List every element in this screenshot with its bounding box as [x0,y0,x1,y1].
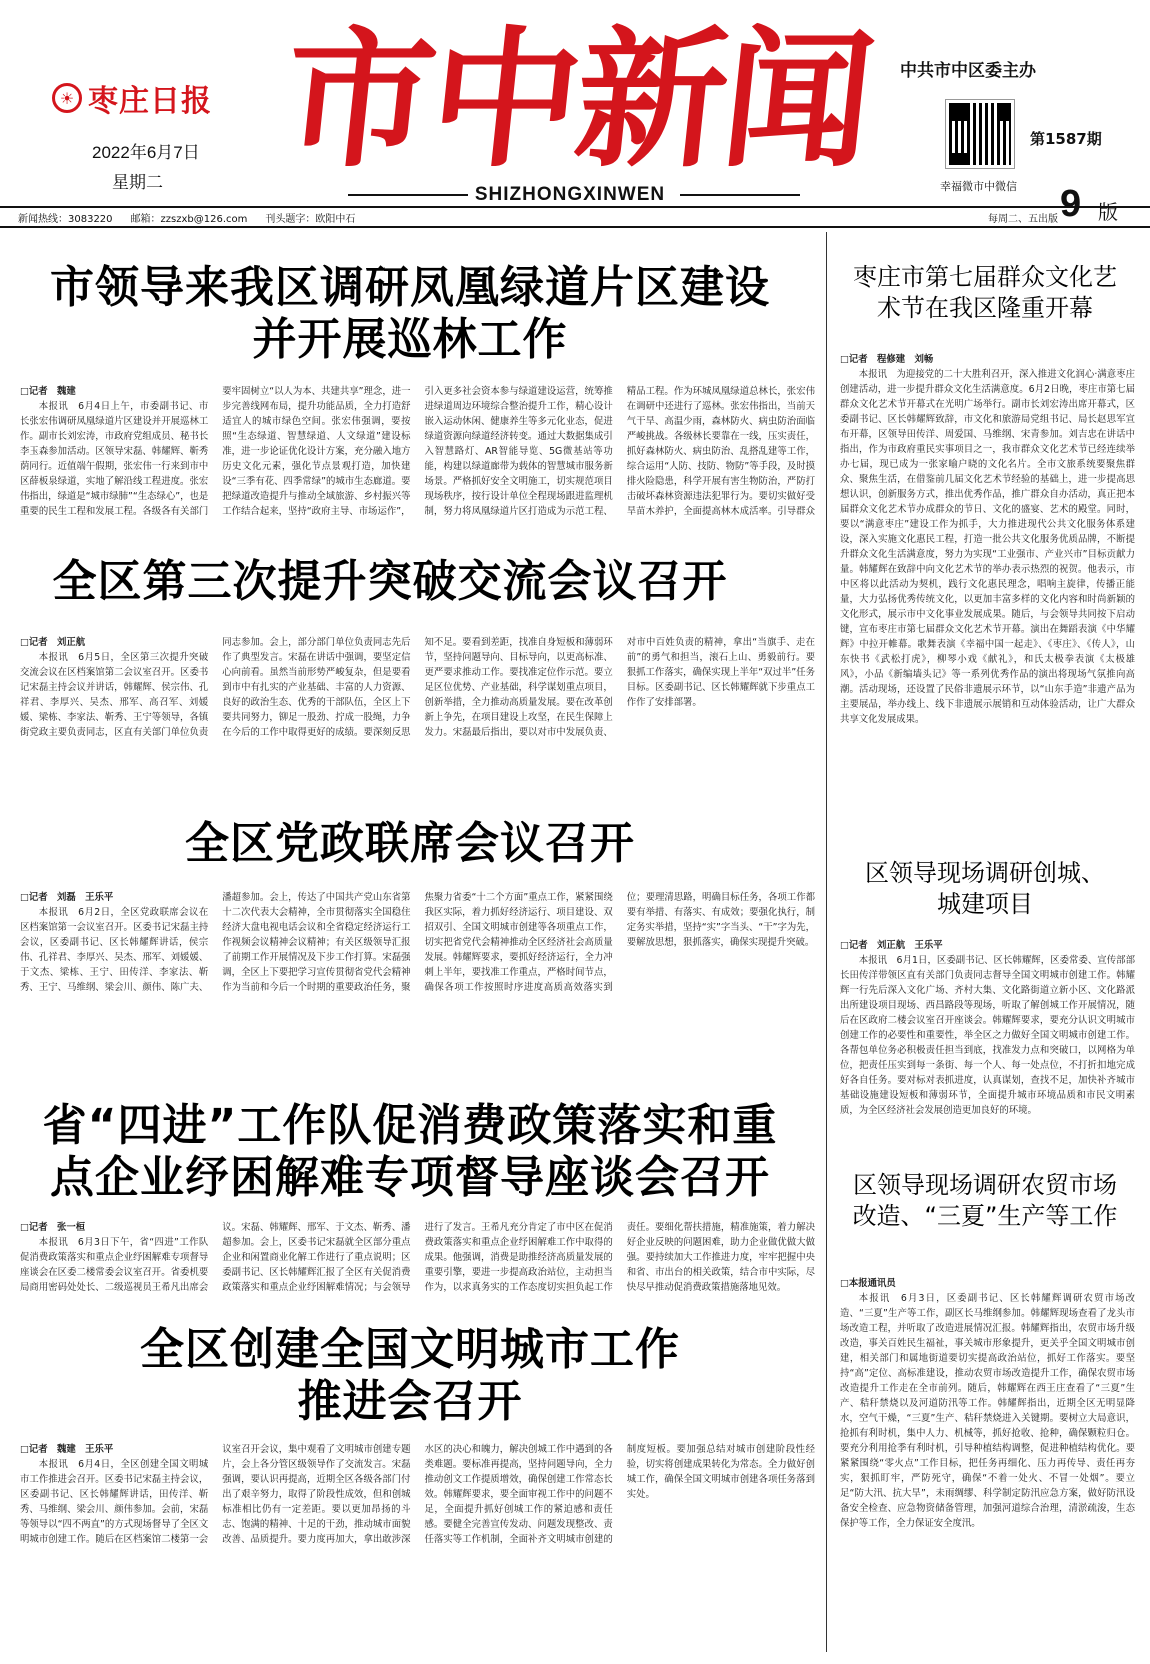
newspaper-title: 市中新闻 [275,12,879,188]
article-5-body [20,1442,815,1654]
issue-weekday: 星期二 [112,173,163,192]
article-2-body [20,635,815,805]
news-hotline: 新闻热线：3083220 [18,213,113,225]
article-7-headline [840,858,1130,920]
sponsor: 中共市中区委主办 [900,61,1036,81]
article-8-headline [840,1170,1130,1232]
byline: □记者 程修建 刘畅 [840,354,934,365]
body-text: 本报讯 6月4日上午，市委副书记、市长张宏伟调研凤凰绿道片区建设并开展巡林工作。副市长刘宏涛，市政府党组成员、秘书长李玉森参加活动。区领导宋磊、韩耀辉、靳秀荫同行。近值端午假期，张宏伟一行来到市中区薛板泉绿道，实地了解沿线工程进度。张宏伟指出，绿道是“城市绿肺”“生态绿心”，也是重要的民生工程和发展工程。各级各有关部门要牢固树立“以人为本、共建共享”理念，进一步完善线网布局，提升功能品质，全力打造舒适宜人的城市绿色空间。张宏伟强调，要按照“生态绿道、智慧绿道、人文绿道”建设标准，进一步论证优化设计方案，充分融入地方历史文化元素，强化节点景观打造，加快建设“三季有花、四季常绿”的城市生态廊道。要把绿道改造提升与推动全域旅游、乡村振兴等工作结合起来，坚持“政府主导、市场运作”，引入更多社会资本参与绿道建设运营，统筹推进绿道周边环境综合整治提升工作，精心设计嵌入运动休闲、健康养生等多元化业态，促进绿道资源向绿道经济转变。通过大数据集成引入智慧路灯、AR智能导览、5G微基站等功能，构建以绿道廊带为载体的智慧城市服务新场景。严格抓好安全文明施工，切实规范项目现场秩序，按行设计单位全程现场跟进监理机制，努力将凤凰绿道片区打造成为示范工程、精品工程。作为环城凤凰绿道总林长，张宏伟在调研中还进行了巡林。张宏伟指出，当前天气干旱、高温少雨，森林防火、病虫防治面临严峻挑战。各级林长要靠在一线，压实责任，抓好森林防火、病虫防治、乱搭乱建等工作，综合运用“人防、技防、物防”等手段，及时摸排火险隐患，科学开展有害生物防治，严防打击破坏森林资源违法犯罪行为。要切实做好受旱苗木养护，全面提高林木成活率。引导群众 [20,386,815,517]
title-inscription: 刊头题字：欧阳中石 [265,213,356,225]
article-5-headline [10,1324,810,1428]
body-text: 本报讯 6月1日，区委副书记、区长韩耀辉，区委常委、宣传部部长田传洋带领区直有关部门负责同志督导全国文明城市创建工作。韩耀辉一行先后深入文化广场、齐村大集、文化路街道立新小区、文化路派出所建设项目现场、西昌路段等现场，听取了解创城工作开展情况，随后在区政府二楼会议室召开座谈会。韩耀辉要求，要充分认识文明城市创建工作的必要性和重要性，举全区之力做好全国文明城市创建工作。各帮包单位务必积极责任担当到底，找准发力点和突破口，以网格为单位，把责任压实到每一条街、每一个人、每一处点位，不打折扣地完成好各自任务。要对标对表抓进度，认真谋划，查找不足，加快补齐城市基础设施建设短板和薄弱环节，全面提升城市环境品质和市民文明素质，为全区经济社会发展创造更加良好的环境。 [840,955,1135,1116]
headline-text: 省“四进”工作队促消费政策落实和重点企业纾困解难专项督导座谈会召开 [42,1100,778,1203]
article-7-body [840,938,1135,1143]
article-4-headline [10,1100,810,1204]
body-text: 本报讯 6月3日，区委副书记、区长韩耀辉调研农贸市场改造、“三夏”生产等工作，副区长马维纲参加。韩耀辉现场查看了龙头市场改造工程，并听取了改造进展情况汇报。韩耀辉指出，农贸市场升级改造，事关百姓民生福祉，事关城市形象提升，更关乎全国文明城市创建，相关部门和属地街道要切实提高政治站位，抓好工作落实。要坚持“高”定位、高标准建设，推动农贸市场改造提升工作，确保农贸市场改造提升工作走在全市前列。随后，韩耀辉在西王庄查看了“三夏”生产、秸秆禁烧以及河道防汛等工作。韩耀辉指出，近期全区无明显降水，空气干燥，“三夏”生产、秸秆禁烧进入关键期。要树立大局意识，抢抓有利时机，集中人力、机械等，抓好抢收、抢种，确保颗粒归仓。要充分利用抢季有利时机，引导种植结构调整，促进种植结构优化。要紧紧围绕“零火点”工作目标，把任务再细化、压力再传导、责任再夯实，狠抓盯牢，严防死守，确保“不着一处火、不冒一处烟”。要立足“防大汛、抗大旱”，未雨绸缪、科学制定防汛应急方案，做好防汛设备安全检查、应急物资储备管理，加强河道综合治理，清淤疏浚，生态保护等工作，全力保证安全度汛。 [840,1293,1135,1529]
newspaper-logo [52,78,232,118]
article-3-body [20,890,815,1060]
body-text: 本报讯 6月4日，全区创建全国文明城市工作推进会召开。区委书记宋磊主持会议，区委副书记、区长韩耀辉讲话，田传洋、靳秀、马维纲、梁会川、颜伟参加。会前，宋磊等领导以“四不两直”的方式现场督导了全区文明城市创建工作。随后在区档案馆二楼第一会议室召开会议，集中观看了文明城市创建专题片，会上各分管区级领导作了交流发言。宋磊强调，要认识再提高，近期全区各级各部门付出了艰辛努力，取得了阶段性成效，但和创城标准相比仍有一定差距。要以更加昂扬的斗志、饱满的精神、十足的干劲，推动城市面貌改善、品质提升。要力度再加大，拿出敢涉深水区的决心和魄力，解决创城工作中遇到的各类难题。要标准再提高，坚持问题导向，全力推动创文工作提质增效，确保创建工作常态长效。韩耀辉要求，要全面审视工作中的问题不足，全面提升抓好创城工作的紧迫感和责任感。要健全完善宣传发动、问题发现整改、责任落实等工作机制，全面补齐文明城市创建的制度短板。要加强总结对城市创建阶段性经验，切实将创建成果转化为常态。全力做好创城工作，确保全国文明城市创建各项任务落到实处。 [20,1444,815,1545]
body-text: 本报讯 为迎接党的二十大胜利召开，深入推进文化润心·满意枣庄创建活动，进一步提升群众文化生活满意度。6月2日晚，枣庄市第七届群众文化艺术节开幕式在光明广场举行。副市长刘宏涛出席开幕式，区委副书记、区长韩耀辉致辞，市文化和旅游局党组书记、局长赵思军宣布开幕，区领导田传洋、周爱国、马维纲、宋青参加。刘吉忠在讲话中指出，作为市政府重民实事项目之一，我市群众文化艺术节已经连续举办七届，现已成为一张家喻户晓的文化名片。全市文旅系统要聚焦群众、聚焦生活，在借鉴前几届文化艺术节经验的基础上，进一步提高思想认识，创新服务方式，推出优秀作品，推广群众自办活动，真正把本届群众文化艺术节办成群众的节日、文化的盛宴、艺术的殿堂。同时，要以“满意枣庄”建设工作为抓手，大力推进现代公共文化服务体系建设，深入实施文化惠民工程，打造一批公共文化服务优质品牌，不断提升群众文化生活满意度，努力为实现“工业强市、产业兴市”目标贡献力量。韩耀辉在致辞中向文化艺术节的举办表示热烈的祝贺。他表示，市中区将以此活动为契机，践行文化惠民理念，唱响主旋律，传播正能量，大力弘扬优秀传统文化，以更加丰富多样的文化内容和时尚新颖的文化形式，展示市中文化事业发展成果。随后，与会领导共同按下启动键，宣布枣庄市第七届群众文化艺术节开幕。演出在舞蹈表演《中华耀辉》中拉开帷幕。歌舞表演《幸福中国一起走》、《枣庄》、《传人》，山东快书《武松打虎》，柳琴小戏《献礼》，和氏太极拳表演《太极雄风》，小品《新编墙头记》等一系列优秀作品的演出将现场气氛推向高潮。活动现场，还设置了民俗非遗展示环节，以“山东手造”非遗产品为主要展品，举办线上、线下非遗展示展销和互动体验活动，让广大群众共享文化发展成果。 [840,369,1135,725]
headline-text: 区领导现场调研创城、城建项目 [865,859,1105,919]
body-text: 本报讯 6月2日，全区党政联席会议在区档案馆第一会议室召开。区委书记宋磊主持会议，区委副书记、区长韩耀辉讲话，侯宗伟、孔祥君、李厚兴、吴杰、邢军、刘媛媛、于文杰、梁栋、王宁、田传洋、李家法、靳秀、王宁、马维纲、梁会川、颜伟、陈广夫、潘超参加。会上，传达了中国共产党山东省第十二次代表大会精神，全市贯彻落实全国稳住经济大盘电视电话会议和全省稳定经济运行工作视频会议精神会议精神；有关区级领导汇报了前期工作开展情况及下步工作打算。宋磊强调，全区上下要把学习宣传贯彻省党代会精神作为当前和今后一个时期的重要政治任务，聚焦聚力省委“十二个方面”重点工作，紧紧围绕我区实际，着力抓好经济运行、项目建设、双招双引、全国文明城市创建等各项重点工作，切实把省党代会精神推动全区经济社会高质量发展。韩耀辉要求，要抓好经济运行，全力冲刺上半年，要找准工作重点，严格时间节点，确保各项工作按照时序进度高质高效落实到位；要理清思路，明确目标任务，各项工作都要有举措、有落实、有成效；要强化执行，制定务实举措，坚持“实”字当头、“干”字为先，要解放思想，狠抓落实，确保实现提升突破。 [20,892,815,993]
byline: □记者 张一桓 [20,1222,86,1233]
article-8-body [840,1276,1135,1654]
column-divider [826,232,827,1652]
body-text: 本报讯 6月5日，全区第三次提升突破交流会议在区档案馆第二会议室召开。区委书记宋磊主持会议并讲话，韩耀辉、侯宗伟、孔祥君、李厚兴、吴杰、邢军、高召军、刘媛媛、梁栋、李家法、靳秀、王宁等领导，各镇街党政主要负责同志，区直有关部门单位负责同志参加。会上，部分部门单位负责同志先后作了典型发言。宋磊在讲话中强调，要坚定信心向前看。虽然当前形势严峻复杂，但是要看到市中有扎实的产业基础、丰富的人力资源、良好的政治生态、优秀的干部队伍，全区上下要共同努力，铆足一股劲、拧成一股绳，力争在今后的工作中取得更好的成绩。要深刻反思知不足。要看到差距，找准自身短板和薄弱环节，坚持问题导向、目标导向，以更高标准、更严要求推动工作。要找准定位作示范。要立足区位优势、产业基础，科学谋划重点项目，创新举措，全力推动高质量发展。要在改革创新上争先，在项目建设上攻坚，在民生保障上发力。宋磊最后指出，要以对市中发展负责、对市中百姓负责的精神，拿出“当旗手、走在前”的勇气和担当，滚石上山、勇毅前行。要狠抓工作落实，确保实现上半年“双过半”任务目标。区委副书记、区长韩耀辉就下步重点工作作了安排部署。 [20,637,815,738]
byline: □记者 刘磊 王乐平 [20,892,114,903]
headline-text: 市领导来我区调研凤凰绿道片区建设并开展巡林工作 [50,262,770,365]
page-number: 9 [1060,183,1082,225]
article-4-body [20,1220,815,1320]
masthead [0,0,1150,210]
headline-text: 全区创建全国文明城市工作推进会召开 [140,1324,680,1427]
logo-text: 枣庄日报 [88,84,212,119]
page-unit: 版 [1098,200,1118,224]
qr-caption: 幸福微市中微信 [940,180,1017,193]
headline-text: 区领导现场调研农贸市场改造、“三夏”生产等工作 [852,1171,1118,1231]
title-pinyin: SHIZHONGXINWEN [474,184,666,205]
info-bar [0,206,1150,228]
email: 邮箱：zzszxb@126.com [130,213,248,225]
article-6-body [840,352,1135,822]
byline: □记者 魏建 王乐平 [20,1444,114,1455]
issue-date: 2022年6月7日 [92,143,200,162]
article-1-body [20,384,815,524]
article-1-headline [10,262,810,366]
article-6-headline [840,262,1130,324]
sun-logo-icon: ☀ [52,83,82,113]
byline: □记者 魏建 [20,386,76,397]
article-2-headline: 全区第三次提升突破交流会议召开 [52,556,728,607]
issue-number: 第1587期 [1030,130,1102,148]
byline: □记者 刘正航 王乐平 [840,940,943,951]
qr-code-icon [946,100,1014,168]
body-text: 本报讯 6月3日下午，省“四进”工作队促消费政策落实和重点企业纾困解难专项督导座谈会在区委二楼常委会议室召开。省委机要局商用密码处处长、二级巡视员王希凡出席会议。宋磊、韩耀辉、邢军、于文杰、靳秀、潘超参加。会上，区委书记宋磊就全区部分重点企业和闲置商业化解工作进行了重点说明；区委副书记、区长韩耀辉汇报了全区有关促消费政策落实和重点企业纾困解难情况；与会领导进行了发言。王希凡充分肯定了市中区在促消费政策落实和重点企业纾困解难工作中取得的成果。他强调，消费是助推经济高质量发展的重要引擎，要进一步提高政治站位，主动担当作为，以求真务实的工作态度切实担负起工作责任。要细化帮扶措施，精准施策，着力解决好企业反映的问题困难，助力企业做优做大做强。要持续加大工作推进力度，牢牢把握中央和省、市出台的相关政策，结合市中实际，尽快尽早推动促消费政策措施落地见效。 [20,1222,815,1293]
article-3-headline: 全区党政联席会议召开 [185,818,635,869]
publication-schedule: 每周二、五出版 [988,213,1058,225]
byline: □记者 刘正航 [20,637,86,648]
byline: □本报通讯员 [840,1278,896,1289]
headline-text: 枣庄市第七届群众文化艺术节在我区隆重开幕 [853,263,1117,323]
